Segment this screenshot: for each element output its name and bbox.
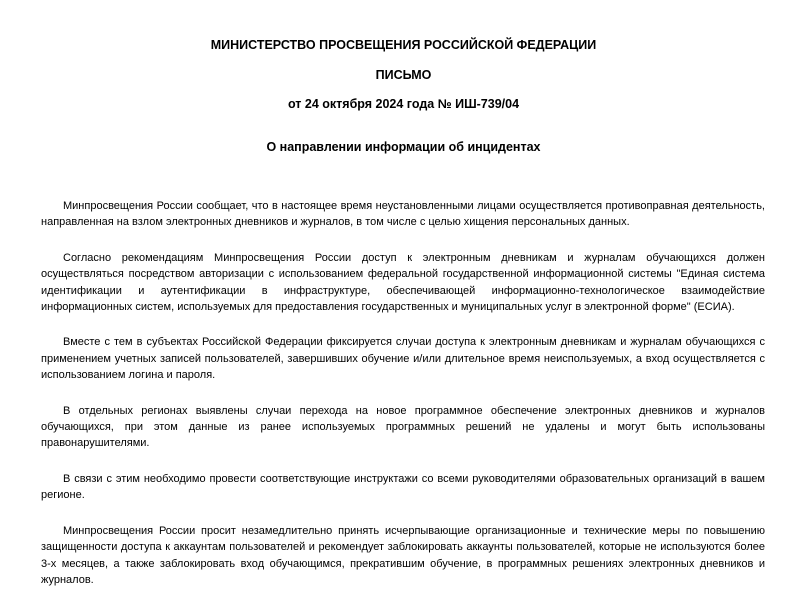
document-type: ПИСЬМО — [375, 68, 432, 82]
paragraph-1: Минпросвещения России сообщает, что в настоящее время неустановленными лицами осуществляется противоправная деятельность, направленная на взлом электронных дневников и журналов, в том числе с целью хищения персональных данных. — [41, 200, 765, 229]
paragraph-3: Вместе с тем в субъектах Российской Федерации фиксируется случаи доступа к электронным дневникам и журналам обучающихся с применением учетных записей пользователей, завершивших обучение и/или длительное время неиспользуемых, а вход осуществляется с использованием логина и пароля. — [41, 336, 765, 382]
document-date-number: от 24 октября 2024 года № ИШ-739/04 — [287, 97, 520, 111]
document-body — [41, 198, 765, 607]
paragraph-2: Согласно рекомендациям Минпросвещения России доступ к электронным дневникам и журналам обучающихся должен осуществляться посредством авторизации с использованием федеральной государственной информационной системы "Единая система идентификации и аутентификации в инфраструктуре, обеспечивающей информационно-технологическое взаимодействие информационных систем, используемых для предоставления государственных и муниципальных услуг в электронной форме" (ЕСИА). — [41, 251, 765, 314]
paragraph-5: В связи с этим необходимо провести соответствующие инструктажи со всеми руководителями образовательных организаций в вашем регионе. — [41, 472, 765, 502]
document-subject: О направлении информации об инцидентах — [266, 140, 541, 154]
paragraph-6: Минпросвещения России просит незамедлительно принять исчерпывающие организационные и технические меры по повышению защищенности доступа к аккаунтам пользователей и рекомендует заблокировать аккаунты пользователей, которые не используются более 3-х месяцев, а также заблокировать вход обучающимся, прекратившим обучение, в программных решениях электронных дневников и журналов. — [41, 524, 765, 586]
ministry-title: МИНИСТЕРСТВО ПРОСВЕЩЕНИЯ РОССИЙСКОЙ ФЕДЕРАЦИИ — [210, 38, 597, 52]
paragraph-4: В отдельных регионах выявлены случаи перехода на новое программное обеспечение электронных дневников и журналов обучающихся, при этом данные из ранее используемых программных решений не удалены и могут быть использованы правонарушителями. — [41, 404, 765, 450]
